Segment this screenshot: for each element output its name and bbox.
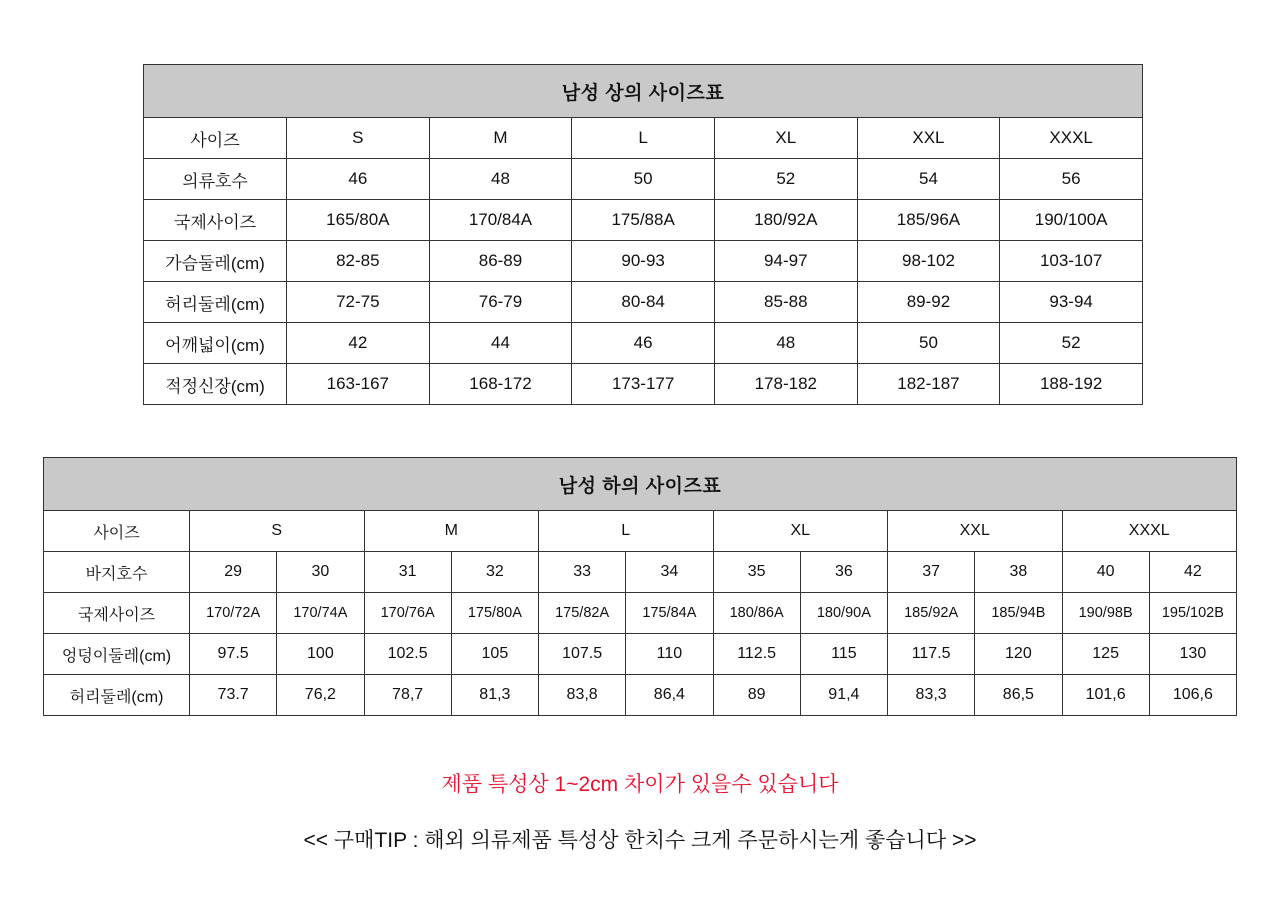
table-cell: 182-187 [857,364,1000,405]
table-row [144,282,1143,323]
table-cell: 170/74A [277,593,364,634]
row-label: 적정신장(cm) [144,364,287,405]
table-cell: 107.5 [539,634,626,675]
table-cell: 82-85 [287,241,430,282]
table-cell: 54 [857,159,1000,200]
table-cell: 34 [626,552,713,593]
mens-top-table-title: 남성 상의 사이즈표 [144,65,1143,118]
table-cell: 73.7 [190,675,277,716]
table-cell: 85-88 [714,282,857,323]
table-cell: 91,4 [800,675,887,716]
table-cell: 35 [713,552,800,593]
row-label: 사이즈 [44,511,190,552]
table-cell: 81,3 [451,675,538,716]
table-cell: 50 [572,159,715,200]
mens-bottom-table-title: 남성 하의 사이즈표 [44,458,1237,511]
table-cell: 33 [539,552,626,593]
table-row [144,364,1143,405]
table-cell: 40 [1062,552,1149,593]
table-cell: 76,2 [277,675,364,716]
row-label: 국제사이즈 [144,200,287,241]
mens-bottom-size-table [43,457,1237,716]
table-cell: 76-79 [429,282,572,323]
table-cell: 37 [888,552,975,593]
table-cell: 98-102 [857,241,1000,282]
table-cell: 46 [287,159,430,200]
table-cell: S [287,118,430,159]
table-row [44,675,1237,716]
table-cell: 101,6 [1062,675,1149,716]
table-cell: 185/92A [888,593,975,634]
table-cell: 185/96A [857,200,1000,241]
table-cell: XXL [857,118,1000,159]
table-cell: 105 [451,634,538,675]
row-label: 가슴둘레(cm) [144,241,287,282]
table-cell: 42 [1149,552,1236,593]
table-cell: 190/100A [1000,200,1143,241]
row-label: 사이즈 [144,118,287,159]
row-label: 엉덩이둘레(cm) [44,634,190,675]
table-cell: 100 [277,634,364,675]
table-cell: L [539,511,714,552]
mens-top-size-table [143,64,1143,405]
table-cell: 195/102B [1149,593,1236,634]
table-cell: 168-172 [429,364,572,405]
table-cell: 52 [714,159,857,200]
row-label: 바지호수 [44,552,190,593]
table-cell: XXXL [1000,118,1143,159]
mens-top-size-table-wrapper [143,64,1143,405]
table-cell: S [190,511,365,552]
table-cell: 94-97 [714,241,857,282]
table-cell: 102.5 [364,634,451,675]
table-row [144,118,1143,159]
table-cell: 112.5 [713,634,800,675]
table-cell: 31 [364,552,451,593]
row-label: 국제사이즈 [44,593,190,634]
table-cell: 83,8 [539,675,626,716]
table-cell: 130 [1149,634,1236,675]
table-cell: 97.5 [190,634,277,675]
table-cell: 175/84A [626,593,713,634]
row-label: 허리둘레(cm) [144,282,287,323]
table-cell: 190/98B [1062,593,1149,634]
row-label: 어깨넓이(cm) [144,323,287,364]
table-cell: 170/72A [190,593,277,634]
table-cell: 86-89 [429,241,572,282]
table-cell: M [429,118,572,159]
table-cell: 180/86A [713,593,800,634]
table-cell: 178-182 [714,364,857,405]
table-title-row [144,65,1143,118]
table-cell: 83,3 [888,675,975,716]
table-cell: XXL [888,511,1063,552]
table-row [144,323,1143,364]
table-cell: 80-84 [572,282,715,323]
table-row [44,593,1237,634]
table-row [144,159,1143,200]
table-cell: 106,6 [1149,675,1236,716]
measurement-tolerance-note: 제품 특성상 1~2cm 차이가 있을수 있습니다 [441,773,839,796]
table-cell: XXXL [1062,511,1237,552]
table-cell: 175/82A [539,593,626,634]
table-row [44,552,1237,593]
table-cell: 165/80A [287,200,430,241]
table-cell: XL [714,118,857,159]
table-cell: 170/76A [364,593,451,634]
table-title-row [44,458,1237,511]
table-cell: 163-167 [287,364,430,405]
table-row [144,241,1143,282]
mens-bottom-size-table-wrapper [43,457,1237,716]
table-cell: 103-107 [1000,241,1143,282]
table-cell: 175/88A [572,200,715,241]
table-cell: 188-192 [1000,364,1143,405]
table-cell: 125 [1062,634,1149,675]
table-cell: XL [713,511,888,552]
table-row [44,634,1237,675]
table-cell: 90-93 [572,241,715,282]
table-cell: 42 [287,323,430,364]
table-cell: 48 [714,323,857,364]
table-cell: 56 [1000,159,1143,200]
table-row [44,511,1237,552]
table-cell: 170/84A [429,200,572,241]
table-cell: 78,7 [364,675,451,716]
table-cell: 86,4 [626,675,713,716]
table-cell: 93-94 [1000,282,1143,323]
table-cell: M [364,511,539,552]
table-cell: 52 [1000,323,1143,364]
table-cell: 46 [572,323,715,364]
table-cell: 44 [429,323,572,364]
table-cell: 29 [190,552,277,593]
table-cell: 173-177 [572,364,715,405]
table-cell: 48 [429,159,572,200]
table-cell: 36 [800,552,887,593]
table-cell: 38 [975,552,1062,593]
table-cell: 86,5 [975,675,1062,716]
table-cell: 180/92A [714,200,857,241]
table-cell: 180/90A [800,593,887,634]
table-cell: 30 [277,552,364,593]
table-cell: 89 [713,675,800,716]
table-cell: L [572,118,715,159]
purchase-tip-note: << 구매TIP : 해외 의류제품 특성상 한치수 크게 주문하시는게 좋습니다 >> [303,829,977,852]
table-cell: 115 [800,634,887,675]
row-label: 허리둘레(cm) [44,675,190,716]
table-cell: 120 [975,634,1062,675]
table-cell: 72-75 [287,282,430,323]
table-cell: 110 [626,634,713,675]
table-cell: 185/94B [975,593,1062,634]
row-label: 의류호수 [144,159,287,200]
table-cell: 89-92 [857,282,1000,323]
table-row [144,200,1143,241]
table-cell: 32 [451,552,538,593]
table-cell: 117.5 [888,634,975,675]
table-cell: 175/80A [451,593,538,634]
table-cell: 50 [857,323,1000,364]
